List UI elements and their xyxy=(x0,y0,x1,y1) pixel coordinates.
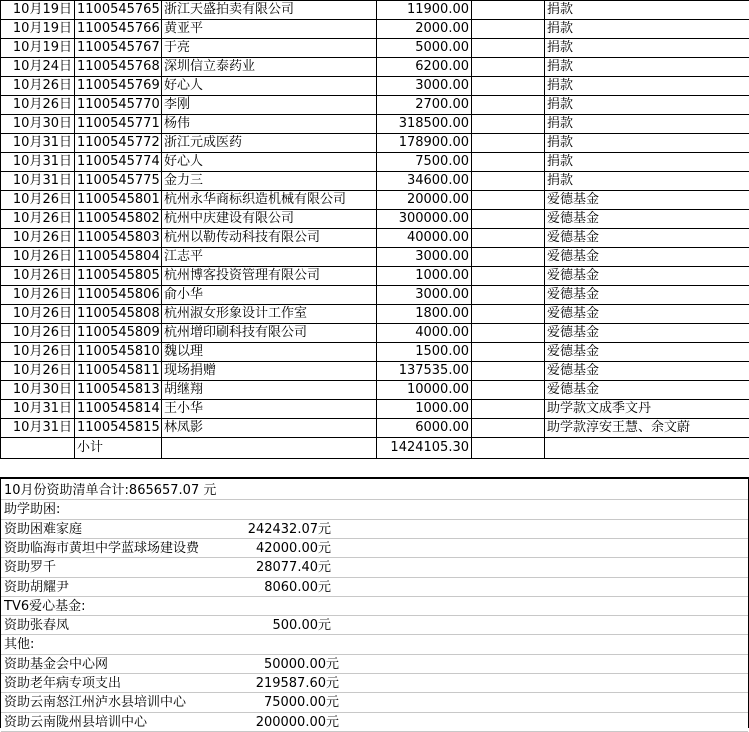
donor-cell: 李刚 xyxy=(162,96,377,115)
table-row xyxy=(1,1,749,20)
purpose-cell: 爱德基金 xyxy=(545,381,749,400)
date-cell: 10月26日 xyxy=(1,96,75,115)
table-row xyxy=(1,362,749,381)
amount-cell: 3000.00 xyxy=(377,286,472,305)
receipt-number-cell: 1100545770 xyxy=(75,96,162,115)
subtotal-empty-cell xyxy=(1,438,75,459)
empty-cell xyxy=(472,96,545,115)
summary-group-heading: 其他: xyxy=(4,635,34,654)
date-cell: 10月26日 xyxy=(1,267,75,286)
purpose-cell: 捐款 xyxy=(545,115,749,134)
purpose-cell: 爱德基金 xyxy=(545,343,749,362)
receipt-number-cell: 1100545802 xyxy=(75,210,162,229)
date-cell: 10月19日 xyxy=(1,20,75,39)
date-cell: 10月26日 xyxy=(1,210,75,229)
purpose-cell: 爱德基金 xyxy=(545,229,749,248)
donor-cell: 江志平 xyxy=(162,248,377,267)
purpose-cell: 捐款 xyxy=(545,58,749,77)
purpose-cell: 捐款 xyxy=(545,39,749,58)
amount-cell: 40000.00 xyxy=(377,229,472,248)
table-row xyxy=(1,58,749,77)
empty-cell xyxy=(472,1,545,20)
donor-cell: 杭州以勒传动科技有限公司 xyxy=(162,229,377,248)
table-row xyxy=(1,115,749,134)
summary-item-label: 资助罗千 xyxy=(4,558,56,577)
receipt-number-cell: 1100545810 xyxy=(75,343,162,362)
purpose-cell: 捐款 xyxy=(545,1,749,20)
empty-cell xyxy=(472,362,545,381)
summary-item-label: 资助老年病专项支出 xyxy=(4,674,121,693)
summary-item-amount: 42000.00元 xyxy=(1,539,331,558)
table-row xyxy=(1,191,749,210)
table-row xyxy=(1,381,749,400)
receipt-number-cell: 1100545809 xyxy=(75,324,162,343)
table-row xyxy=(1,134,749,153)
receipt-number-cell: 1100545771 xyxy=(75,115,162,134)
receipt-number-cell: 1100545811 xyxy=(75,362,162,381)
date-cell: 10月31日 xyxy=(1,134,75,153)
summary-item-amount: 8060.00元 xyxy=(1,578,331,597)
donor-cell: 王小华 xyxy=(162,400,377,419)
date-cell: 10月26日 xyxy=(1,248,75,267)
purpose-cell: 爱德基金 xyxy=(545,362,749,381)
empty-cell xyxy=(472,210,545,229)
donor-cell: 现场捐赠 xyxy=(162,362,377,381)
date-cell: 10月26日 xyxy=(1,305,75,324)
empty-cell xyxy=(472,419,545,438)
summary-item-amount: 50000.00元 xyxy=(1,655,339,674)
empty-cell xyxy=(472,248,545,267)
donor-cell: 好心人 xyxy=(162,153,377,172)
donor-cell: 林凤影 xyxy=(162,419,377,438)
amount-cell: 6200.00 xyxy=(377,58,472,77)
donation-rows xyxy=(1,1,749,438)
amount-cell: 137535.00 xyxy=(377,362,472,381)
amount-cell: 3000.00 xyxy=(377,248,472,267)
receipt-number-cell: 1100545768 xyxy=(75,58,162,77)
table-row xyxy=(1,20,749,39)
amount-cell: 7500.00 xyxy=(377,153,472,172)
date-cell: 10月26日 xyxy=(1,362,75,381)
purpose-cell: 爱德基金 xyxy=(545,267,749,286)
empty-cell xyxy=(472,115,545,134)
table-row xyxy=(1,400,749,419)
monthly-summary xyxy=(0,477,749,728)
receipt-number-cell: 1100545814 xyxy=(75,400,162,419)
table-row xyxy=(1,324,749,343)
amount-cell: 2700.00 xyxy=(377,96,472,115)
receipt-number-cell: 1100545803 xyxy=(75,229,162,248)
date-cell: 10月26日 xyxy=(1,191,75,210)
amount-cell: 1000.00 xyxy=(377,267,472,286)
subtotal-empty-cell xyxy=(472,438,545,459)
donor-cell: 杭州增印刷科技有限公司 xyxy=(162,324,377,343)
donor-cell: 好心人 xyxy=(162,77,377,96)
subtotal-empty-cell xyxy=(162,438,377,459)
donor-cell: 深圳信立泰药业 xyxy=(162,58,377,77)
summary-item-amount: 75000.00元 xyxy=(1,693,339,712)
summary-item-amount: 242432.07元 xyxy=(1,520,331,539)
purpose-cell: 爱德基金 xyxy=(545,248,749,267)
empty-cell xyxy=(472,229,545,248)
summary-item-amount: 219587.60元 xyxy=(1,674,339,693)
table-row xyxy=(1,343,749,362)
purpose-cell: 捐款 xyxy=(545,172,749,191)
empty-cell xyxy=(472,305,545,324)
receipt-number-cell: 1100545808 xyxy=(75,305,162,324)
purpose-cell: 爱德基金 xyxy=(545,305,749,324)
empty-cell xyxy=(472,191,545,210)
donor-cell: 俞小华 xyxy=(162,286,377,305)
amount-cell: 318500.00 xyxy=(377,115,472,134)
empty-cell xyxy=(472,381,545,400)
date-cell: 10月30日 xyxy=(1,381,75,400)
empty-cell xyxy=(472,286,545,305)
date-cell: 10月19日 xyxy=(1,1,75,20)
donor-cell: 杭州永华商标织造机械有限公司 xyxy=(162,191,377,210)
purpose-cell: 助学款文成季文丹 xyxy=(545,400,749,419)
table-row xyxy=(1,210,749,229)
date-cell: 10月31日 xyxy=(1,172,75,191)
summary-group-heading: TV6爱心基金: xyxy=(4,597,86,616)
receipt-number-cell: 1100545772 xyxy=(75,134,162,153)
summary-item-label: 资助胡耀尹 xyxy=(4,578,69,597)
summary-item-label: 资助困难家庭 xyxy=(4,520,82,539)
subtotal-empty-cell xyxy=(545,438,749,459)
amount-cell: 6000.00 xyxy=(377,419,472,438)
amount-cell: 10000.00 xyxy=(377,381,472,400)
amount-cell: 5000.00 xyxy=(377,39,472,58)
receipt-number-cell: 1100545804 xyxy=(75,248,162,267)
donor-cell: 杭州中庆建设有限公司 xyxy=(162,210,377,229)
empty-cell xyxy=(472,343,545,362)
date-cell: 10月26日 xyxy=(1,343,75,362)
amount-cell: 34600.00 xyxy=(377,172,472,191)
empty-cell xyxy=(472,58,545,77)
amount-cell: 20000.00 xyxy=(377,191,472,210)
receipt-number-cell: 1100545815 xyxy=(75,419,162,438)
purpose-cell: 捐款 xyxy=(545,96,749,115)
donor-cell: 浙江天盛拍卖有限公司 xyxy=(162,1,377,20)
empty-cell xyxy=(472,172,545,191)
table-row xyxy=(1,248,749,267)
donor-cell: 金力三 xyxy=(162,172,377,191)
empty-cell xyxy=(472,39,545,58)
summary-item-label: 资助张春凤 xyxy=(4,616,69,635)
amount-cell: 1800.00 xyxy=(377,305,472,324)
summary-total-line: 10月份资助清单合计:865657.07 元 xyxy=(4,481,216,500)
purpose-cell: 爱德基金 xyxy=(545,286,749,305)
amount-cell: 1000.00 xyxy=(377,400,472,419)
table-row xyxy=(1,153,749,172)
date-cell: 10月19日 xyxy=(1,39,75,58)
date-cell: 10月24日 xyxy=(1,58,75,77)
empty-cell xyxy=(472,134,545,153)
subtotal-label: 小计 xyxy=(75,438,162,459)
amount-cell: 300000.00 xyxy=(377,210,472,229)
table-row xyxy=(1,229,749,248)
donor-cell: 魏以理 xyxy=(162,343,377,362)
amount-cell: 1500.00 xyxy=(377,343,472,362)
table-row xyxy=(1,267,749,286)
subtotal-row xyxy=(1,438,749,459)
receipt-number-cell: 1100545801 xyxy=(75,191,162,210)
date-cell: 10月31日 xyxy=(1,153,75,172)
date-cell: 10月26日 xyxy=(1,286,75,305)
receipt-number-cell: 1100545769 xyxy=(75,77,162,96)
table-row xyxy=(1,286,749,305)
summary-group-heading: 助学助困: xyxy=(4,500,60,519)
date-cell: 10月31日 xyxy=(1,400,75,419)
receipt-number-cell: 1100545765 xyxy=(75,1,162,20)
donor-cell: 于亮 xyxy=(162,39,377,58)
donor-cell: 黄亚平 xyxy=(162,20,377,39)
donor-cell: 浙江元成医药 xyxy=(162,134,377,153)
summary-item-amount: 500.00元 xyxy=(1,616,331,635)
purpose-cell: 爱德基金 xyxy=(545,191,749,210)
empty-cell xyxy=(472,400,545,419)
table-row xyxy=(1,96,749,115)
summary-item-label: 资助临海市黄坦中学蓝球场建设费 xyxy=(4,539,199,558)
table-row xyxy=(1,172,749,191)
date-cell: 10月31日 xyxy=(1,419,75,438)
donor-cell: 杭州淑女形象设计工作室 xyxy=(162,305,377,324)
summary-item-amount: 28077.40元 xyxy=(1,558,331,577)
amount-cell: 3000.00 xyxy=(377,77,472,96)
summary-item-amount: 200000.00元 xyxy=(1,713,339,732)
date-cell: 10月30日 xyxy=(1,115,75,134)
empty-cell xyxy=(472,324,545,343)
receipt-number-cell: 1100545774 xyxy=(75,153,162,172)
amount-cell: 178900.00 xyxy=(377,134,472,153)
receipt-number-cell: 1100545775 xyxy=(75,172,162,191)
receipt-number-cell: 1100545767 xyxy=(75,39,162,58)
purpose-cell: 捐款 xyxy=(545,134,749,153)
table-row xyxy=(1,419,749,438)
donor-cell: 杭州博客投资管理有限公司 xyxy=(162,267,377,286)
purpose-cell: 捐款 xyxy=(545,20,749,39)
receipt-number-cell: 1100545813 xyxy=(75,381,162,400)
purpose-cell: 爱德基金 xyxy=(545,324,749,343)
purpose-cell: 捐款 xyxy=(545,77,749,96)
purpose-cell: 助学款淳安王慧、余文蔚 xyxy=(545,419,749,438)
amount-cell: 2000.00 xyxy=(377,20,472,39)
empty-cell xyxy=(472,153,545,172)
empty-cell xyxy=(472,77,545,96)
receipt-number-cell: 1100545805 xyxy=(75,267,162,286)
date-cell: 10月26日 xyxy=(1,77,75,96)
receipt-number-cell: 1100545806 xyxy=(75,286,162,305)
donor-cell: 胡继翔 xyxy=(162,381,377,400)
purpose-cell: 爱德基金 xyxy=(545,210,749,229)
amount-cell: 11900.00 xyxy=(377,1,472,20)
date-cell: 10月26日 xyxy=(1,324,75,343)
subtotal-amount: 1424105.30 xyxy=(377,438,472,459)
summary-item-label: 资助云南陇州县培训中心 xyxy=(4,713,147,732)
donor-cell: 杨伟 xyxy=(162,115,377,134)
empty-cell xyxy=(472,20,545,39)
table-row xyxy=(1,305,749,324)
summary-item-label: 资助云南怒江州泸水县培训中心 xyxy=(4,693,186,712)
table-row xyxy=(1,39,749,58)
receipt-number-cell: 1100545766 xyxy=(75,20,162,39)
purpose-cell: 捐款 xyxy=(545,153,749,172)
amount-cell: 4000.00 xyxy=(377,324,472,343)
empty-cell xyxy=(472,267,545,286)
date-cell: 10月26日 xyxy=(1,229,75,248)
summary-item-label: 资助基金会中心网 xyxy=(4,655,108,674)
table-row xyxy=(1,77,749,96)
